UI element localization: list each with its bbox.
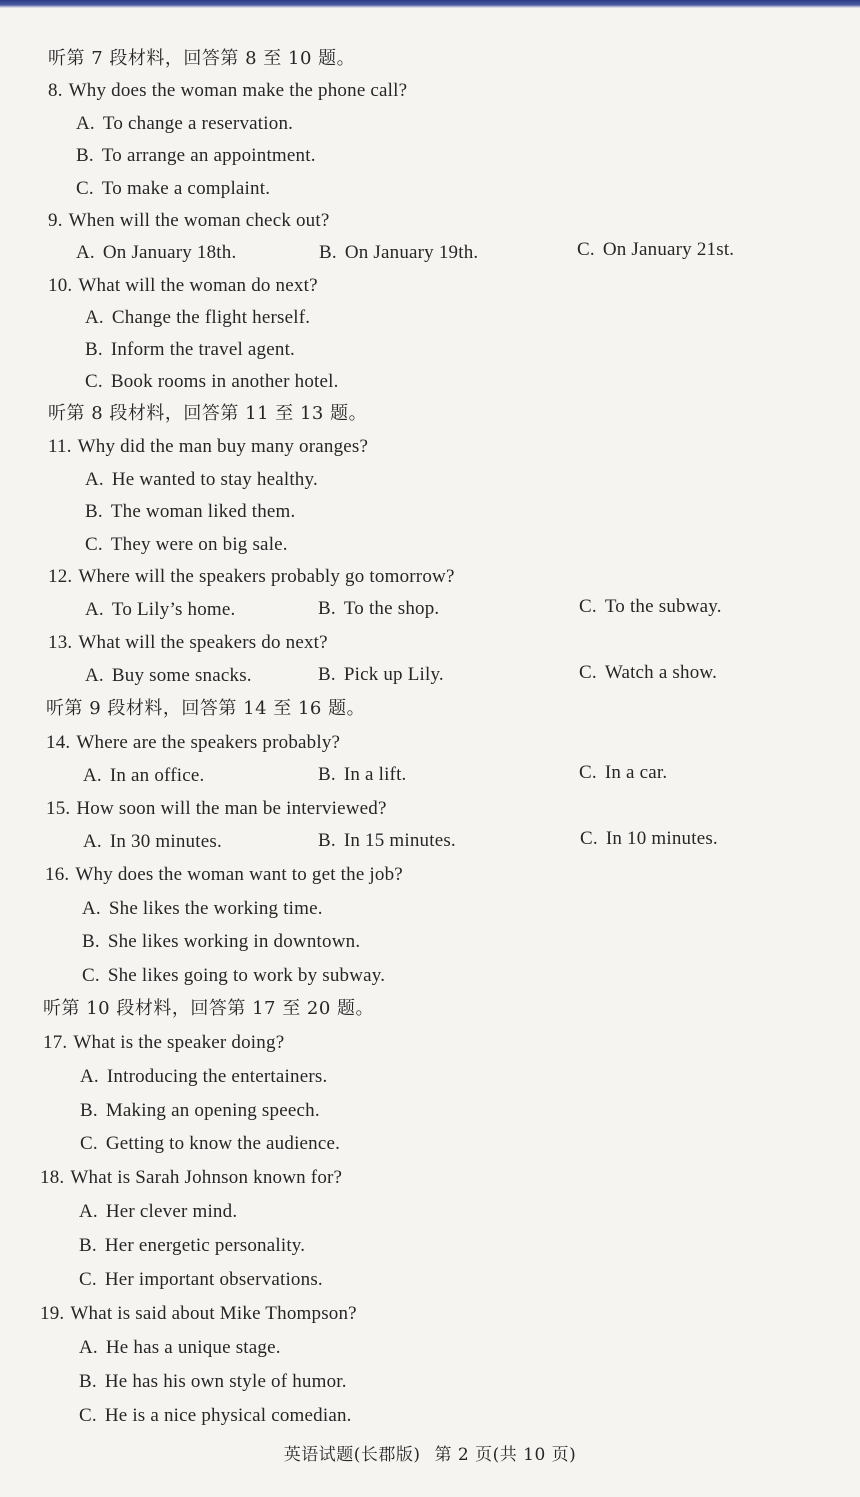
option-8b (76, 145, 316, 167)
option-text: To change a reservation. (102, 113, 294, 134)
option-letter: A. (83, 831, 102, 852)
option-15b (318, 830, 456, 852)
question-text: How soon will the man be interviewed? (76, 798, 387, 819)
question-13 (48, 632, 328, 654)
option-16b (82, 931, 360, 953)
option-13b (318, 664, 444, 686)
option-10a (85, 307, 310, 329)
option-letter: B. (76, 145, 94, 166)
option-letter: C. (577, 239, 595, 260)
option-text: Book rooms in another hotel. (110, 371, 339, 392)
option-17c (80, 1133, 340, 1155)
option-19b (79, 1371, 347, 1393)
section-heading-7: 听第 7 段材料，回答第 8 至 10 题。 (48, 48, 356, 69)
section-heading-10: 听第 10 段材料，回答第 17 至 20 题。 (43, 998, 375, 1019)
question-text: Where are the speakers probably? (76, 732, 341, 753)
option-text: To Lily’s home. (111, 599, 236, 620)
option-text: Inform the travel agent. (110, 339, 295, 360)
question-18 (40, 1167, 342, 1189)
option-letter: A. (85, 307, 104, 328)
option-letter: B. (82, 931, 100, 952)
option-letter: C. (82, 965, 100, 986)
question-text: What is said about Mike Thompson? (70, 1303, 357, 1324)
question-number: 9. (48, 210, 63, 231)
option-text: Watch a show. (604, 662, 718, 683)
option-18b (79, 1235, 305, 1257)
option-text: The woman liked them. (110, 501, 296, 522)
option-text: In a lift. (343, 764, 407, 785)
option-text: Pick up Lily. (343, 664, 444, 685)
question-number: 17. (43, 1032, 68, 1053)
option-letter: A. (85, 469, 104, 490)
option-text: To the subway. (604, 596, 722, 617)
option-letter: C. (579, 596, 597, 617)
question-number: 18. (40, 1167, 65, 1188)
question-9 (48, 210, 330, 232)
option-text: Her clever mind. (105, 1201, 238, 1222)
option-17a (80, 1066, 327, 1088)
option-letter: A. (85, 599, 104, 620)
option-text: In an office. (109, 765, 205, 786)
question-text: Why does the woman make the phone call? (68, 80, 408, 101)
option-letter: C. (79, 1269, 97, 1290)
option-text: He is a nice physical comedian. (104, 1405, 352, 1426)
question-19 (40, 1303, 357, 1325)
option-letter: C. (80, 1133, 98, 1154)
option-12c (579, 596, 722, 618)
option-letter: B. (318, 664, 336, 685)
option-text: On January 19th. (344, 242, 479, 263)
option-text: On January 21st. (602, 239, 735, 260)
option-text: He has a unique stage. (105, 1337, 281, 1358)
option-11b (85, 501, 295, 523)
option-text: In 10 minutes. (605, 828, 718, 849)
option-text: Her energetic personality. (104, 1235, 306, 1256)
option-letter: B. (79, 1235, 97, 1256)
option-letter: B. (85, 339, 103, 360)
question-number: 10. (48, 275, 73, 296)
option-10b (85, 339, 295, 361)
option-text: To arrange an appointment. (101, 145, 316, 166)
question-10 (48, 275, 318, 297)
option-letter: C. (76, 178, 94, 199)
option-letter: B. (318, 830, 336, 851)
question-text: Why does the woman want to get the job? (75, 864, 403, 885)
question-text: What is Sarah Johnson known for? (70, 1167, 343, 1188)
option-letter: B. (318, 764, 336, 785)
option-letter: B. (85, 501, 103, 522)
option-letter: C. (580, 828, 598, 849)
option-13c (579, 662, 717, 684)
option-18a (79, 1201, 237, 1223)
question-number: 14. (46, 732, 71, 753)
option-text: In 30 minutes. (109, 831, 222, 852)
question-text: Where will the speakers probably go tomorrow? (78, 566, 455, 587)
option-letter: A. (79, 1337, 98, 1358)
question-8 (48, 80, 407, 102)
option-letter: A. (76, 113, 95, 134)
question-number: 11. (48, 436, 72, 457)
option-14a (83, 765, 204, 787)
option-text: He has his own style of humor. (104, 1371, 347, 1392)
option-16a (82, 898, 323, 920)
option-19c (79, 1405, 352, 1427)
option-text: Her important observations. (104, 1269, 323, 1290)
option-letter: B. (79, 1371, 97, 1392)
option-11a (85, 469, 318, 491)
option-text: They were on big sale. (110, 534, 288, 555)
option-letter: B. (318, 598, 336, 619)
page-footer (0, 1440, 860, 1465)
option-14b (318, 764, 407, 786)
question-number: 16. (45, 864, 70, 885)
footer-title: 英语试题(长郡版) (283, 1445, 421, 1465)
question-text: When will the woman check out? (68, 210, 330, 231)
option-12a (85, 599, 235, 621)
option-text: On January 18th. (102, 242, 237, 263)
question-11 (48, 436, 368, 458)
option-letter: C. (85, 534, 103, 555)
option-18c (79, 1269, 323, 1291)
question-text: What is the speaker doing? (73, 1032, 285, 1053)
option-12b (318, 598, 439, 620)
question-text: What will the speakers do next? (78, 632, 328, 653)
option-15c (580, 828, 718, 850)
option-letter: A. (80, 1066, 99, 1087)
option-text: She likes working in downtown. (107, 931, 361, 952)
option-letter: A. (76, 242, 95, 263)
question-number: 13. (48, 632, 73, 653)
option-text: Getting to know the audience. (105, 1133, 341, 1154)
option-text: To make a complaint. (101, 178, 271, 199)
option-9a (76, 242, 236, 264)
question-17 (43, 1032, 284, 1054)
option-letter: C. (579, 762, 597, 783)
option-11c (85, 534, 288, 556)
question-16 (45, 864, 403, 886)
option-8c (76, 178, 270, 200)
option-text: Introducing the entertainers. (106, 1066, 328, 1087)
option-text: In 15 minutes. (343, 830, 456, 851)
question-number: 12. (48, 566, 73, 587)
option-letter: B. (319, 242, 337, 263)
option-letter: A. (82, 898, 101, 919)
option-text: She likes the working time. (108, 898, 323, 919)
question-number: 15. (46, 798, 71, 819)
question-text: Why did the man buy many oranges? (77, 436, 369, 457)
option-9c (577, 239, 734, 261)
option-13a (85, 665, 252, 687)
option-17b (80, 1100, 320, 1122)
option-letter: C. (79, 1405, 97, 1426)
option-10c (85, 371, 339, 393)
section-heading-8: 听第 8 段材料，回答第 11 至 13 题。 (48, 403, 368, 424)
option-letter: A. (79, 1201, 98, 1222)
option-letter: A. (85, 665, 104, 686)
question-14 (46, 732, 340, 754)
option-16c (82, 965, 385, 987)
option-text: Change the flight herself. (111, 307, 311, 328)
option-text: Making an opening speech. (105, 1100, 320, 1121)
option-text: To the shop. (343, 598, 440, 619)
option-letter: B. (80, 1100, 98, 1121)
question-text: What will the woman do next? (78, 275, 318, 296)
question-number: 19. (40, 1303, 65, 1324)
footer-page-number: 第 2 页(共 10 页) (434, 1445, 577, 1465)
option-text: In a car. (604, 762, 668, 783)
option-14c (579, 762, 667, 784)
option-15a (83, 831, 222, 853)
option-19a (79, 1337, 281, 1359)
question-number: 8. (48, 80, 63, 101)
option-letter: A. (83, 765, 102, 786)
option-text: She likes going to work by subway. (107, 965, 386, 986)
option-letter: C. (579, 662, 597, 683)
question-12 (48, 566, 455, 588)
section-heading-9: 听第 9 段材料，回答第 14 至 16 题。 (46, 698, 366, 719)
option-letter: C. (85, 371, 103, 392)
option-text: He wanted to stay healthy. (111, 469, 318, 490)
question-15 (46, 798, 387, 820)
option-8a (76, 113, 293, 135)
option-9b (319, 242, 478, 264)
option-text: Buy some snacks. (111, 665, 252, 686)
